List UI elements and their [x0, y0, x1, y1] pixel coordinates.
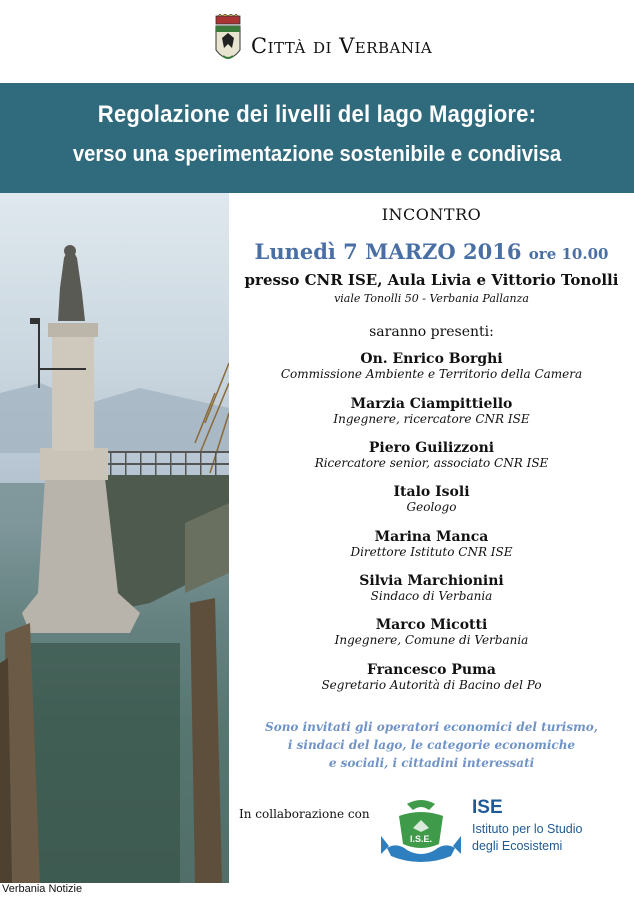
- ise-full-name: [472, 821, 582, 855]
- speaker-role: Ricercatore senior, associato CNR ISE: [314, 456, 549, 470]
- ise-name-line: degli Ecosistemi: [472, 839, 563, 853]
- speaker-item: [229, 396, 634, 426]
- invitation-line: i sindaci del lago, le categorie economiche: [287, 738, 576, 752]
- ise-logo-text: I.S.E.: [409, 834, 433, 844]
- speakers-intro: saranno presenti:: [369, 324, 494, 340]
- title-band: [0, 83, 634, 193]
- speaker-name: Piero Guilizzoni: [368, 440, 495, 456]
- city-name: Città di Verbania: [251, 34, 433, 58]
- speaker-item: [229, 617, 634, 647]
- ise-acronym: ISE: [472, 797, 503, 818]
- event-time: ore 10.00: [528, 245, 609, 263]
- event-title-line2: verso una sperimentazione sostenibile e condivisa: [72, 141, 562, 166]
- speaker-item: [229, 484, 634, 514]
- speaker-role: Ingegnere, Comune di Verbania: [334, 633, 529, 647]
- photo-illustration: [0, 193, 229, 883]
- speaker-item: [229, 529, 634, 559]
- speaker-name: Marzia Ciampittiello: [350, 396, 513, 412]
- event-title-line1: Regolazione dei livelli del lago Maggiore:: [97, 101, 537, 128]
- speaker-role: Segretario Autorità di Bacino del Po: [321, 678, 542, 692]
- event-type: INCONTRO: [381, 205, 482, 224]
- speaker-role: Direttore Istituto CNR ISE: [350, 545, 513, 559]
- city-crest-icon: [213, 14, 243, 70]
- speaker-name: On. Enrico Borghi: [360, 351, 503, 367]
- header: [0, 0, 634, 83]
- speaker-role: Sindaco di Verbania: [370, 589, 493, 603]
- speaker-role: Commissione Ambiente e Territorio della Camera: [280, 367, 583, 381]
- invitation-text: [229, 718, 634, 772]
- invitation-line: Sono invitati gli operatori economici del turismo,: [265, 720, 598, 734]
- speaker-role: Ingegnere, ricercatore CNR ISE: [333, 412, 530, 426]
- event-details: [229, 193, 634, 883]
- event-date: Lunedì 7 MARZO 2016: [254, 239, 522, 264]
- ise-name-line: Istituto per lo Studio: [472, 822, 583, 836]
- ise-logo-icon: [377, 796, 465, 870]
- speaker-item: [229, 662, 634, 692]
- speaker-role: Geologo: [406, 500, 457, 514]
- event-venue: presso CNR ISE, Aula Livia e Vittorio Tonolli: [244, 271, 619, 289]
- speaker-name: Silvia Marchionini: [359, 573, 504, 589]
- speaker-item: [229, 440, 634, 470]
- speaker-name: Marco Micotti: [375, 617, 488, 633]
- collaboration-label: In collaborazione con: [239, 807, 370, 821]
- speaker-name: Marina Manca: [374, 529, 489, 545]
- speaker-item: [229, 573, 634, 603]
- speaker-name: Italo Isoli: [393, 484, 470, 500]
- lake-statue-photo: [0, 193, 229, 883]
- event-address: viale Tonolli 50 - Verbania Pallanza: [334, 292, 529, 305]
- speaker-item: [229, 351, 634, 381]
- invitation-line: e sociali, i cittadini interessati: [328, 756, 535, 770]
- event-date-line: [229, 239, 634, 264]
- footer-credit: Verbania Notizie: [2, 883, 83, 895]
- speaker-name: Francesco Puma: [367, 662, 496, 678]
